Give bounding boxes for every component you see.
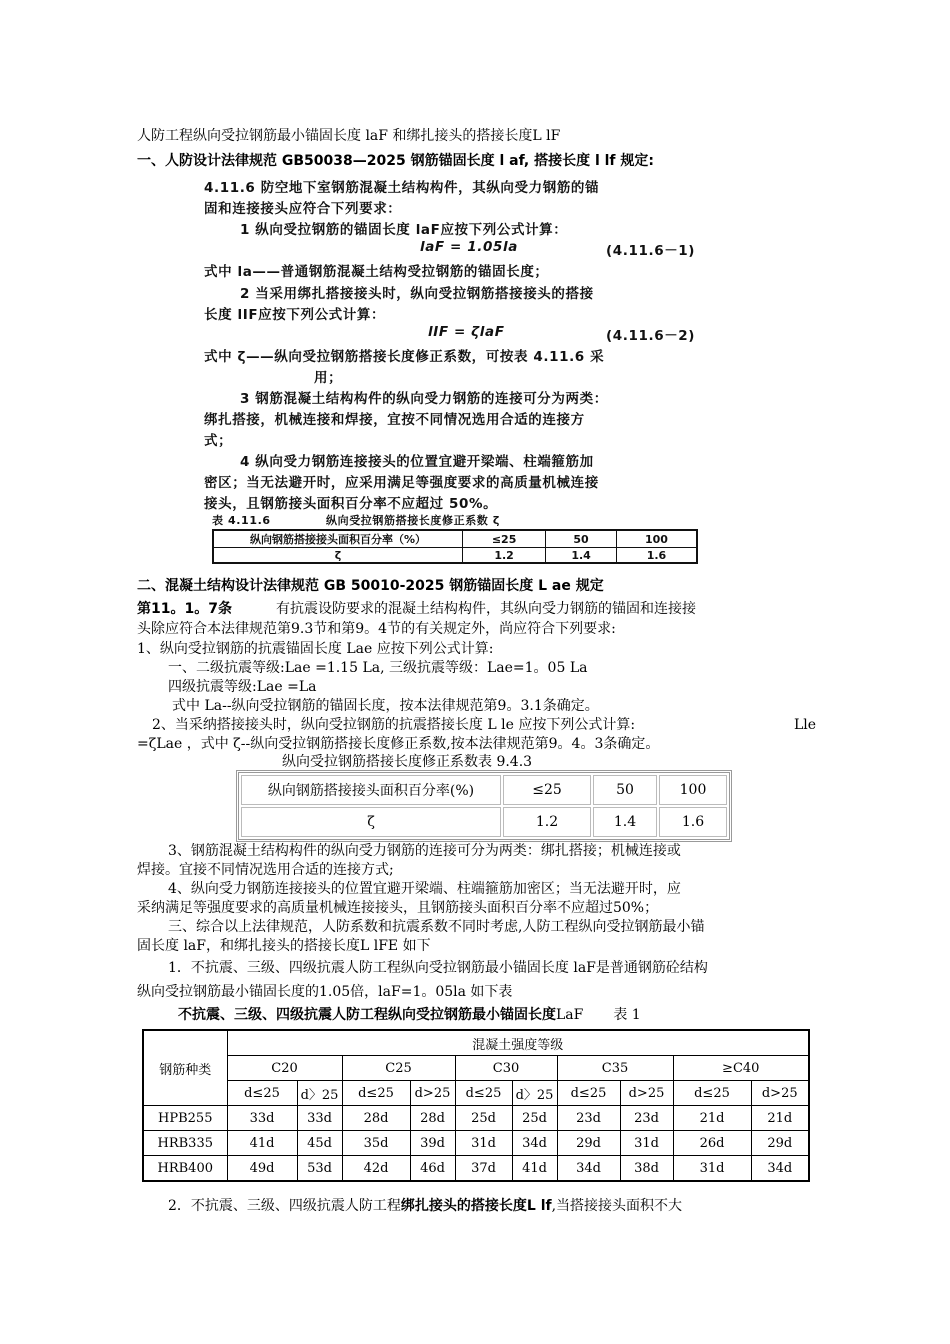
scan-table-cell: 50	[546, 530, 617, 548]
scan-line: 式；	[204, 433, 233, 449]
diameter-cell: d≤25	[557, 1081, 620, 1106]
table1-title	[178, 1006, 641, 1024]
scan-line: 式中 ζ——纵向受拉钢筋搭接长度修正系数，可按表 4.11.6 采	[204, 349, 605, 365]
value-cell: 28d	[342, 1106, 410, 1131]
diameter-cell: d≤25	[227, 1081, 297, 1106]
paragraph: =ζLae ，式中 ζ--纵向受拉钢筋搭接长度修正系数,按本法律规范第9。4。3条确定。	[137, 736, 660, 752]
value-cell: 34d	[557, 1156, 620, 1182]
value-cell: 34d	[512, 1131, 557, 1156]
paragraph: 1．不抗震、三级、四级抗震人防工程纵向受拉钢筋最小锚固长度 laF是普通钢筋砼结构	[168, 960, 708, 976]
rebar-type-cell: HRB335	[143, 1131, 227, 1156]
scan-table-cell: 1.2	[463, 548, 546, 564]
scan-line: 长度 lIF应按下列公式计算：	[204, 307, 386, 323]
rebar-type-cell: HRB400	[143, 1156, 227, 1182]
scan-formula-number: (4.11.6－2)	[606, 328, 696, 344]
value-cell: 23d	[620, 1106, 673, 1131]
scan-line: 密区；当无法避开时，应采用满足等强度要求的高质量机械连接	[204, 475, 599, 491]
section1-heading: 一、人防设计法律规范 GB50038—2025 钢筋锚固长度 l af, 搭接长度 l lf 规定:	[137, 153, 655, 169]
scan-table-title: 纵向受拉钢筋搭接长度修正系数 ζ	[326, 514, 500, 527]
paragraph: 1、纵向受拉钢筋的抗震锚固长度 Lae 应按下列公式计算:	[137, 641, 494, 657]
table-cell: 1.6	[659, 807, 727, 837]
scan-table-cell: 1.6	[616, 548, 697, 564]
scan-line: 2 当采用绑扎搭接接头时，纵向受拉钢筋搭接接头的搭接	[240, 286, 594, 302]
scan-line: 4.11.6 防空地下室钢筋混凝土结构构件，其纵向受力钢筋的锚	[204, 180, 600, 196]
last-text: ,当搭接接头面积不大	[551, 1198, 683, 1214]
page-title: 人防工程纵向受拉钢筋最小锚固长度 laF 和绑扎接头的搭接长度L lF	[137, 128, 561, 144]
table1-number: 表 1	[613, 1007, 641, 1023]
value-cell: 25d	[512, 1106, 557, 1131]
table-cell: 1.2	[503, 807, 591, 837]
scan-line: 接头，且钢筋接头面积百分率不应超过 50%。	[204, 496, 498, 512]
last-text: 2．不抗震、三级、四级抗震人防工程	[168, 1198, 401, 1214]
grade-cell: C20	[227, 1056, 342, 1081]
table-row	[143, 1106, 809, 1131]
grade-cell: C30	[455, 1056, 557, 1081]
value-cell: 41d	[227, 1131, 297, 1156]
paragraph: 三、综合以上法律规范，人防系数和抗震系数不同时考虑,人防工程纵向受拉钢筋最小锚	[168, 919, 705, 935]
value-cell: 33d	[227, 1106, 297, 1131]
value-cell: 34d	[751, 1156, 809, 1182]
value-cell: 29d	[751, 1131, 809, 1156]
value-cell: 45d	[297, 1131, 342, 1156]
diameter-cell: d>25	[410, 1081, 455, 1106]
paragraph: 3、钢筋混凝土结构构件的纵向受力钢筋的连接可分为两类：绑扎搭接；机械连接或	[168, 843, 681, 859]
diameter-cell: d≤25	[673, 1081, 751, 1106]
paragraph: 一、二级抗震等级:Lae =1.15 La, 三级抗震等级：Lae=1。05 La	[168, 660, 588, 676]
scan-line: 3 钢筋混凝土结构构件的纵向受力钢筋的连接可分为两类：	[240, 391, 608, 407]
table-cell: 纵向钢筋搭接接头面积百分率(%)	[241, 775, 501, 805]
scan-formula-number: (4.11.6－1)	[606, 243, 696, 259]
value-cell: 37d	[455, 1156, 512, 1182]
article-line-1	[137, 600, 696, 618]
scan-table-cell: 1.4	[546, 548, 617, 564]
table-cell: 100	[659, 775, 727, 805]
value-cell: 38d	[620, 1156, 673, 1182]
paragraph: 四级抗震等级:Lae =La	[168, 679, 317, 695]
table-row	[143, 1156, 809, 1182]
article-line-2: 头除应符合本法律规范第9.3节和第9。4节的有关规定外，尚应符合下列要求:	[137, 621, 616, 637]
diameter-cell: d>25	[751, 1081, 809, 1106]
diameter-cell: d〉25	[512, 1081, 557, 1106]
table-row	[143, 1131, 809, 1156]
paragraph: 式中 La--纵向受拉钢筋的锚固长度，按本法律规范第9。3.1条确定。	[172, 698, 599, 714]
scan-formula: laF = 1.05la	[420, 239, 518, 255]
paragraph: 采纳满足等强度要求的高质量机械连接接头，且钢筋接头面积百分率不应超过50%；	[137, 900, 659, 916]
scan-table	[212, 529, 698, 564]
value-cell: 21d	[673, 1106, 751, 1131]
value-cell: 33d	[297, 1106, 342, 1131]
value-cell: 39d	[410, 1131, 455, 1156]
scan-table-cell: ζ	[213, 548, 463, 564]
article-text: 有抗震设防要求的混凝土结构构件，其纵向受力钢筋的锚固和连接接	[275, 601, 696, 617]
value-cell: 35d	[342, 1131, 410, 1156]
table-cell: 1.4	[593, 807, 657, 837]
scan-line: 式中 la——普通钢筋混凝土结构受拉钢筋的锚固长度；	[204, 264, 549, 280]
value-cell: 31d	[620, 1131, 673, 1156]
formula-fragment: Lle	[794, 717, 817, 733]
scan-line: 用；	[314, 370, 343, 386]
rebar-type-cell: HPB255	[143, 1106, 227, 1131]
value-cell: 42d	[342, 1156, 410, 1182]
grade-cell: C25	[342, 1056, 455, 1081]
article-number: 第11。1。7条	[137, 601, 232, 617]
table-cell: ≤25	[503, 775, 591, 805]
value-cell: 28d	[410, 1106, 455, 1131]
value-cell: 29d	[557, 1131, 620, 1156]
diameter-cell: d>25	[620, 1081, 673, 1106]
scan-table-cell: ≤25	[463, 530, 546, 548]
value-cell: 21d	[751, 1106, 809, 1131]
scan-formula: lIF = ζlaF	[428, 324, 505, 340]
paragraph: 焊接。宜接不同情况选用合适的连接方式;	[137, 862, 394, 878]
value-cell: 41d	[512, 1156, 557, 1182]
value-cell: 31d	[455, 1131, 512, 1156]
diameter-cell: d≤25	[342, 1081, 410, 1106]
table1-title-unit: LaF	[556, 1007, 584, 1023]
paragraph: 4、纵向受力钢筋连接接头的位置宜避开梁端、柱端箍筋加密区；当无法避开时，应	[168, 881, 681, 897]
last-paragraph	[168, 1197, 682, 1215]
table-cell: 50	[593, 775, 657, 805]
diameter-cell: d〉25	[297, 1081, 342, 1106]
value-cell: 46d	[410, 1156, 455, 1182]
paragraph: 2、当采纳搭接接头时，纵向受拉钢筋的抗震搭接长度 L le 应按下列公式计算:	[152, 717, 636, 733]
anchorage-length-table	[142, 1029, 810, 1182]
section2-heading: 二、混凝土结构设计法律规范 GB 50010-2025 钢筋锚固长度 L ae 规定	[137, 578, 604, 594]
last-text-bold: 绑扎接头的搭接长度L lf	[400, 1198, 552, 1214]
scan-line: 固和连接接头应符合下列要求：	[204, 201, 402, 217]
table1-title-text: 不抗震、三级、四级抗震人防工程纵向受拉钢筋最小锚固长度	[178, 1007, 556, 1023]
grade-cell: C35	[557, 1056, 673, 1081]
scan-table-cell: 100	[616, 530, 697, 548]
scan-line: 绑扎搭接，机械连接和焊接，宜按不同情况选用合适的连接方	[204, 412, 585, 428]
value-cell: 25d	[455, 1106, 512, 1131]
scan-table-number: 表 4.11.6	[212, 514, 271, 527]
grade-cell: ≥C40	[673, 1056, 809, 1081]
scan-line: 1 纵向受拉钢筋的锚固长度 laF应按下列公式计算：	[240, 222, 568, 238]
scan-line: 4 纵向受力钢筋连接接头的位置宜避开梁端、柱端箍筋加	[240, 454, 594, 470]
diameter-cell: d≤25	[455, 1081, 512, 1106]
value-cell: 53d	[297, 1156, 342, 1182]
paragraph: 纵向受拉钢筋最小锚固长度的1.05倍，laF=1。05la 如下表	[137, 984, 513, 1000]
value-cell: 31d	[673, 1156, 751, 1182]
value-cell: 49d	[227, 1156, 297, 1182]
table-cell: ζ	[241, 807, 501, 837]
value-cell: 26d	[673, 1131, 751, 1156]
table-9-4-3-title: 纵向受拉钢筋搭接长度修正系数表 9.4.3	[282, 754, 533, 770]
value-cell: 23d	[557, 1106, 620, 1131]
grouphead-cell: 混凝土强度等级	[227, 1030, 809, 1056]
rowhead-cell: 钢筋种类	[143, 1030, 227, 1106]
scanned-code-excerpt	[204, 176, 710, 571]
scan-table-cell: 纵向钢筋搭接接头面积百分率（%）	[213, 530, 463, 548]
lap-length-factor-table	[236, 770, 732, 842]
paragraph: 固长度 laF，和绑扎接头的搭接长度L lFE 如下	[137, 938, 431, 954]
